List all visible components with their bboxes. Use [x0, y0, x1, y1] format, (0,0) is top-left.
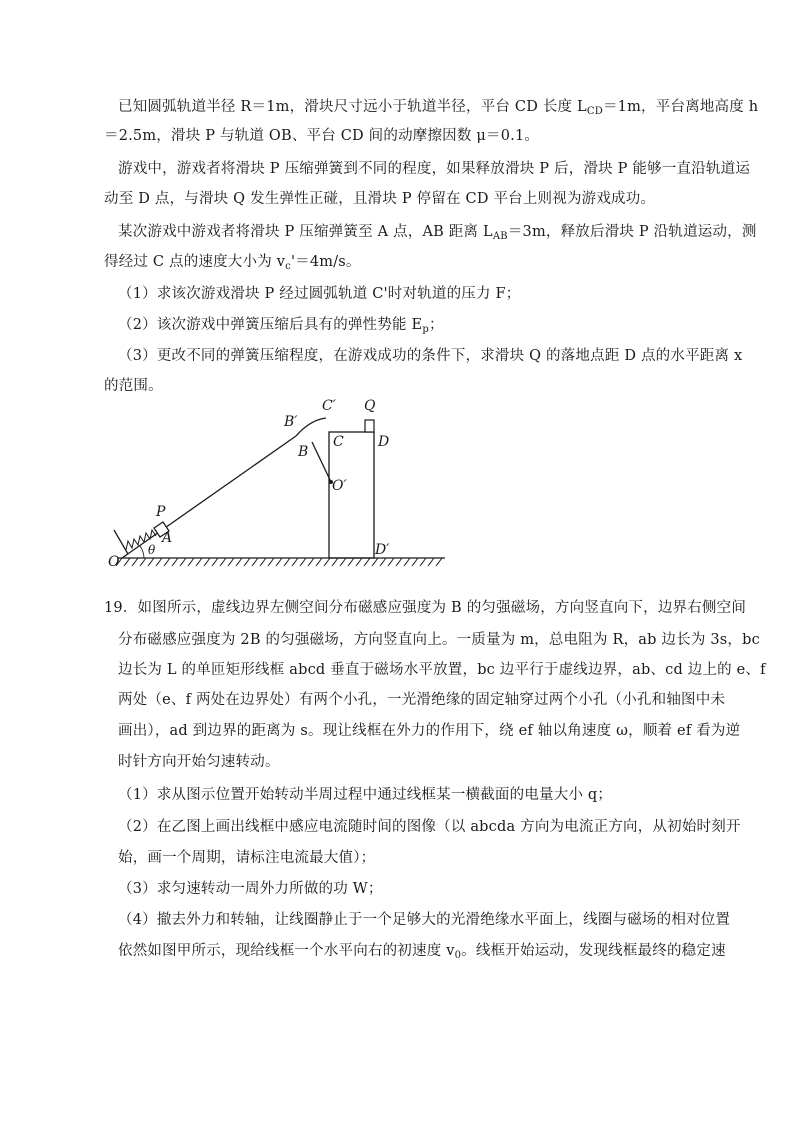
p19-question-3: （3）求匀速转动一周外力所做的功 W； — [118, 881, 383, 897]
circular-arc-track — [296, 418, 326, 436]
radius-line — [312, 442, 331, 482]
p19-line5: 画出），ad 到边界的距离为 s。现让线框在外力的作用下，绕 ef 轴以角速度 ω，顺着 ef 看为逆 — [118, 723, 741, 739]
label-b: B — [298, 444, 309, 460]
p18-question-2: （2）该次游戏中弹簧压缩后具有的弹性势能 $E_p$； — [118, 317, 444, 335]
label-theta: θ — [148, 543, 156, 557]
p19-question-1: （1）求从图示位置开始转动半周过程中通过线框某一横截面的电量大小 q； — [118, 787, 613, 803]
label-a: A — [162, 530, 173, 546]
label-c-prime: C′ — [322, 398, 336, 414]
p18-question-3-line1: （3）更改不同的弹簧压缩程度，在游戏成功的条件下，求滑块 Q 的落地点距 D 点的水平距离 x — [118, 348, 743, 364]
angle-arc — [140, 546, 144, 558]
p19-question-4-line2: 依然如图甲所示，现给线框一个水平向右的初速度 $v_0$。线框开始运动，发现线框最终的稳定速 — [118, 943, 726, 961]
label-o-prime: O′ — [332, 478, 347, 494]
label-d-prime: D′ — [375, 542, 390, 558]
track-diagram — [100, 390, 460, 570]
p19-question-2-line1: （2）在乙图上画出线框中感应电流随时间的图像（以 abcda 方向为电流正方向，从初始时刻开 — [118, 819, 741, 835]
label-q: Q — [364, 398, 376, 414]
label-o: O — [108, 554, 120, 570]
label-p: P — [156, 504, 166, 520]
label-b-prime: B′ — [284, 414, 298, 430]
p18-question-1: （1）求该次游戏滑块 P 经过圆弧轨道 C'时对轨道的压力 F； — [118, 286, 521, 302]
ground-hatching — [116, 558, 442, 566]
label-c: C — [333, 434, 344, 450]
platform-cd — [329, 432, 374, 558]
p18-para1-line2: ＝2.5m，滑块 P 与轨道 OB、平台 CD 间的动摩擦因数 μ＝0.1。 — [104, 128, 540, 144]
p19-line3: 边长为 L 的单匝矩形线框 abcd 垂直于磁场水平放置，bc 边平行于虚线边界，ab、cd 边上的 e、f — [118, 662, 766, 678]
p19-line6: 时针方向开始匀速转动。 — [118, 754, 280, 770]
p18-question-3-line2: 的范围。 — [104, 378, 163, 394]
p18-para3-line1: 某次游戏中游戏者将滑块 P 压缩弹簧至 A 点，AB 距离 $L_{AB}=3m$，释放后滑块 P 沿轨道运动，测 — [118, 224, 757, 242]
p19-question-2-line2: 始，画一个周期，请标注电流最大值）； — [118, 850, 376, 866]
p19-line4: 两处（e、f 两处在边界处）有两个小孔，一光滑绝缘的固定轴穿过两个小孔（小孔和轴图中未 — [118, 692, 726, 708]
incline-track — [122, 436, 296, 558]
p18-para2-line1: 游戏中，游戏者将滑块 P 压缩弹簧到不同的程度，如果释放滑块 P 后，滑块 P 能够一直沿轨道运 — [118, 161, 751, 177]
label-d: D — [378, 434, 390, 450]
p18-para2-line2: 动至 D 点，与滑块 Q 发生弹性正碰，且滑块 P 停留在 CD 平台上则视为游戏成功。 — [104, 191, 656, 207]
block-q — [365, 420, 374, 432]
p19-line1: 19．如图所示，虚线边界左侧空间分布磁感应强度为 B 的匀强磁场，方向竖直向下，边界右侧空间 — [104, 600, 747, 616]
p19-line2: 分布磁感应强度为 2B 的匀强磁场，方向竖直向上。一质量为 m，总电阻为 R，ab 边长为 3s，bc — [118, 632, 760, 648]
p18-para3-line2: 得经过 C 点的速度大小为 $v_c'=4m/s$。 — [104, 254, 361, 272]
p19-question-4-line1: （4）撤去外力和转轴，让线圈静止于一个足够大的光滑绝缘水平面上，线圈与磁场的相对位置 — [118, 912, 731, 928]
spring-wall — [114, 530, 128, 554]
p18-para1-line1: 已知圆弧轨道半径 R＝1m，滑块尺寸远小于轨道半径，平台 CD 长度 $L_{CD}=1m$，平台离地高度 h — [118, 99, 759, 117]
